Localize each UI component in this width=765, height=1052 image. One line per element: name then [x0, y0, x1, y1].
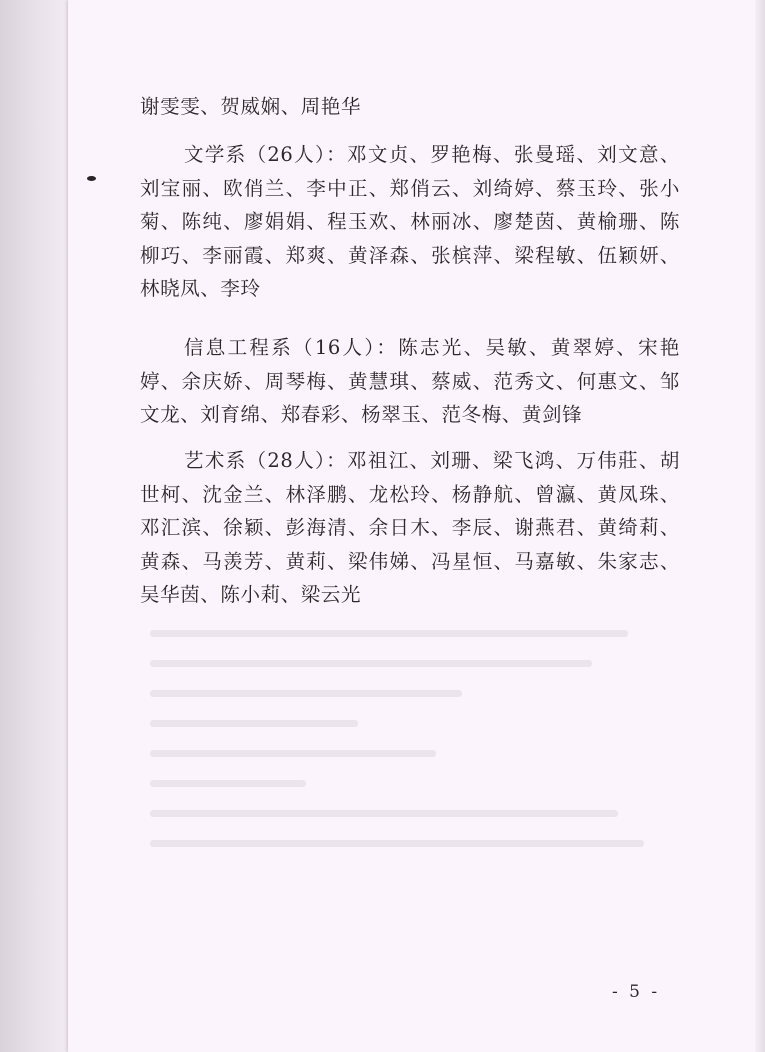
paragraph-literature-dept: 文学系（26人）：邓文贞、罗艳梅、张曼瑶、刘文意、刘宝丽、欧俏兰、李中正、郑俏云、刘绮婷、蔡玉玲、张小菊、陈纯、廖娟娟、程玉欢、林丽冰、廖楚茵、黄榆珊、陈柳巧、李丽霞、郑爽、黄泽森、张槟萍、梁程敏、伍颖妍、林晓凤、李玲 [140, 143, 680, 301]
paragraph-continued-names: 谢雯雯、贺威娴、周艳华 [140, 95, 362, 118]
paragraph-art-dept: 艺术系（28人）：邓祖江、刘珊、梁飞鸿、万伟莊、胡世柯、沈金兰、林泽鹏、龙松玲、杨静航、曾瀛、黄凤珠、邓汇滨、徐颖、彭海清、余日木、李辰、谢燕君、黄绮莉、黄森、马羡芳、黄莉、梁伟娣、冯星恒、马嘉敏、朱家志、吴华茵、陈小莉、梁云光 [140, 449, 680, 607]
scan-left-edge [0, 0, 68, 1052]
ink-mark [87, 176, 96, 181]
paragraph-info-engineering-dept: 信息工程系（16人）：陈志光、吴敏、黄翠婷、宋艳婷、余庆娇、周琴梅、黄慧琪、蔡威、范秀文、何惠文、邹文龙、刘育绵、郑春彩、杨翠玉、范冬梅、黄剑锋 [140, 336, 680, 427]
page-number: - 5 - [612, 982, 661, 1002]
bleed-through-text [150, 630, 670, 920]
scan-right-edge [755, 0, 765, 1052]
